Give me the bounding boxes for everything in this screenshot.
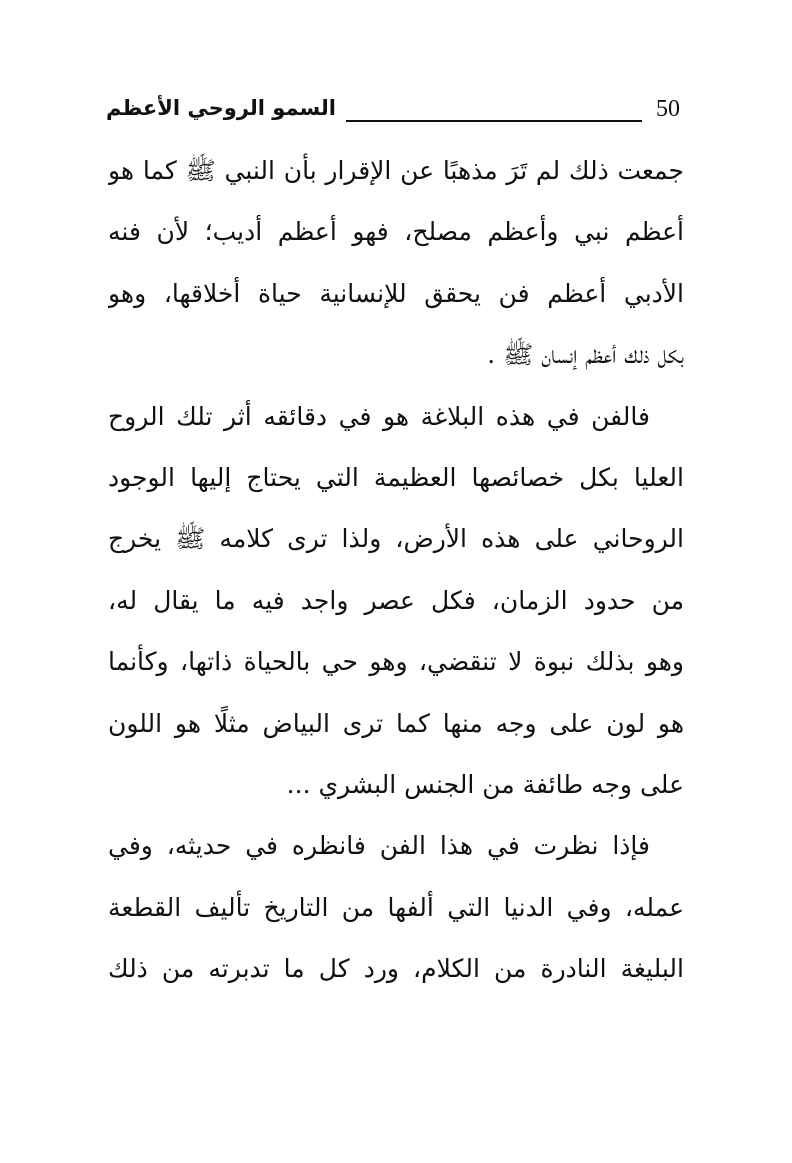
text-line: جمعت ذلك لم تَرَ مذهبًا عن الإقرار بأن النبي ﷺ كما هو <box>108 156 684 185</box>
text-line: فالفن في هذه البلاغة هو في دقائقه أثر تلك الروح <box>108 401 650 431</box>
text-line: عمله، وفي الدنيا التي ألفها من التاريخ تأليف القطعة <box>108 892 684 922</box>
running-title: السمو الروحي الأعظم <box>105 96 336 120</box>
text-line: أعظم نبي وأعظم مصلح، فهو أعظم أديب؛ لأن فنه <box>108 217 684 247</box>
page-header <box>105 92 684 136</box>
header-rule <box>346 120 642 122</box>
text-line: وهو بذلك نبوة لا تنقضي، وهو حي بالحياة ذاتها، وكأنما <box>108 647 684 677</box>
text-line: الأدبي أعظم فن يحقق للإنسانية حياة أخلاقها، وهو <box>108 278 684 308</box>
paragraph-1 <box>108 140 684 386</box>
text-line: من حدود الزمان، فكل عصر واجد فيه ما يقال له، <box>108 585 684 615</box>
text-line: الروحاني على هذه الأرض، ولذا ترى كلامه ﷺ يخرج <box>108 524 684 554</box>
text-line: على وجه طائفة من الجنس البشري ... <box>286 769 684 799</box>
paragraph-3 <box>108 815 684 999</box>
text-line: العليا بكل خصائصها العظيمة التي يحتاج إليها الوجود <box>108 462 684 492</box>
page-number: 50 <box>656 96 680 122</box>
text-line: البليغة النادرة من الكلام، ورد كل ما تدبرته من ذلك <box>108 954 684 984</box>
paragraph-2 <box>108 386 684 816</box>
body-text <box>108 140 684 999</box>
text-line: هو لون على وجه منها كما ترى البياض مثلًا هو اللون <box>108 708 684 738</box>
text-line: بكل ذلك أعظم إنسان ﷺ . <box>487 340 684 370</box>
text-line: فإذا نظرت في هذا الفن فانظره في حديثه، وفي <box>108 831 650 861</box>
